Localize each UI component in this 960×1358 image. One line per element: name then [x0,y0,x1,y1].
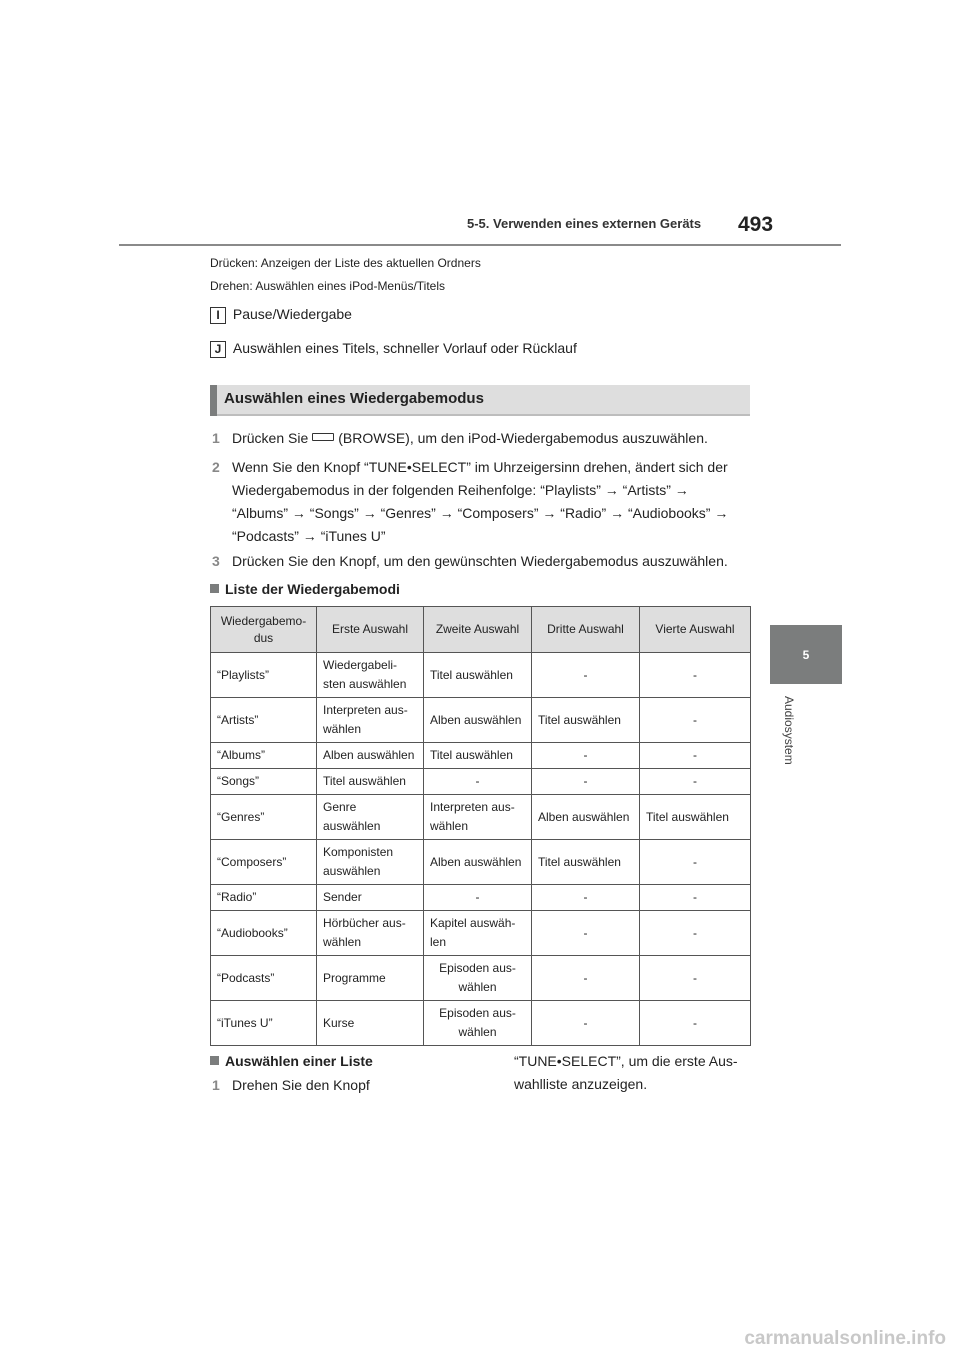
table-cell: “Podcasts” [211,956,317,1001]
table-cell: Kurse [317,1001,424,1046]
step-3-text: Drücken Sie den Knopf, um den gewünschten Wiedergabemodus auszuwählen. [232,553,728,569]
table-cell: Kapitel auswäh- len [424,911,532,956]
select-list-heading-text: Auswählen einer Liste [225,1053,373,1069]
table-cell: Alben auswählen [424,698,532,743]
section-heading: Auswählen eines Wiedergabemodus [224,390,484,407]
table-body [211,653,751,1046]
section-title-header: 5-5. Verwenden eines externen Geräts [467,216,702,231]
select-step-right-line1: “TUNE•SELECT”, um die erste Aus- [514,1053,738,1069]
table-cell: Alben auswählen [424,840,532,885]
step-1-post: (BROWSE), um den iPod-Wiedergabemodus auszuwählen. [338,430,708,446]
table-cell: Programme [317,956,424,1001]
step-2-line2: Wiedergabemodus in der folgenden Reihenfolge: “Playlists” → “Artists” → [232,482,689,498]
select-step-right-line2: wahlliste anzuzeigen. [514,1076,648,1092]
table-cell: Titel auswählen [532,840,640,885]
table-header-cell: Dritte Auswahl [532,607,640,653]
select-step-left-text: Drehen Sie den Knopf [232,1077,370,1093]
table-cell: - [424,769,532,795]
table-cell: “iTunes U” [211,1001,317,1046]
table-cell: “Songs” [211,769,317,795]
table-cell: “Genres” [211,795,317,840]
select-list-step-1 [212,1074,370,1097]
section-accent [210,385,217,416]
table-cell: “Composers” [211,840,317,885]
table-header-cell: Zweite Auswahl [424,607,532,653]
table-cell: - [640,840,751,885]
step-3-number: 3 [212,553,220,569]
table-row [211,769,751,795]
table-cell: “Radio” [211,885,317,911]
table-cell: - [532,911,640,956]
section-heading-bar [210,385,750,416]
table-cell: - [424,885,532,911]
select-list-continuation [514,1050,738,1096]
table-cell: - [532,1001,640,1046]
table-cell: Titel auswählen [532,698,640,743]
page-number: 493 [738,213,774,236]
square-bullet-icon [210,584,219,593]
table-cell: Titel auswählen [424,653,532,698]
step-2-number: 2 [212,459,220,475]
chapter-label-text: Audiosystem [782,696,796,765]
chapter-label [782,696,802,786]
table-cell: - [640,743,751,769]
table-header-cell: Wiedergabemo- dus [211,607,317,653]
step-2-line1: Wenn Sie den Knopf “TUNE•SELECT” im Uhrzeigersinn drehen, ändert sich der [232,459,728,475]
table-cell: Interpreten aus- wählen [317,698,424,743]
watermark: carmanualsonline.info [744,1328,946,1349]
list-heading [210,581,400,597]
table-header-row [211,607,751,653]
chapter-tab: 5 [770,625,842,684]
table-cell: Wiedergabeli- sten auswählen [317,653,424,698]
key-item-j [210,340,577,358]
table-row [211,911,751,956]
step-2-line4: “Podcasts” → “iTunes U” [232,528,386,544]
table-cell: - [532,885,640,911]
table-cell: “Artists” [211,698,317,743]
step-1-number: 1 [212,430,220,446]
table-cell: “Albums” [211,743,317,769]
table-row [211,698,751,743]
select-step-number: 1 [212,1077,220,1093]
table-cell: - [532,769,640,795]
table-cell: - [640,653,751,698]
table-cell: Genre auswählen [317,795,424,840]
table-cell: - [640,698,751,743]
table-cell: - [640,911,751,956]
table-cell: Alben auswählen [317,743,424,769]
step-1-pre: Drücken Sie [232,430,309,446]
table-row [211,795,751,840]
step-2-line3: “Albums” → “Songs” → “Genres” → “Composers” → “Radio” → “Audiobooks” → [232,505,729,521]
table-cell: Hörbücher aus- wählen [317,911,424,956]
step-1 [212,427,708,450]
step-3 [212,550,728,573]
table-cell: Alben auswählen [532,795,640,840]
table-cell: - [532,956,640,1001]
table-row [211,840,751,885]
table-cell: Komponisten auswählen [317,840,424,885]
key-item-i [210,306,352,324]
table-cell: Sender [317,885,424,911]
table-row [211,956,751,1001]
table-row [211,653,751,698]
list-heading-text: Liste der Wiedergabemodi [225,581,400,597]
table-cell: Episoden aus- wählen [424,956,532,1001]
table-cell: - [640,956,751,1001]
table-cell: - [640,885,751,911]
square-bullet-icon [210,1056,219,1065]
key-i-icon: I [210,307,226,324]
table-cell: - [532,743,640,769]
key-j-text: Auswählen eines Titels, schneller Vorlauf oder Rücklauf [232,340,577,356]
table-header-cell: Vierte Auswahl [640,607,751,653]
table-cell: - [640,1001,751,1046]
header-divider [119,244,841,246]
intro-line-press: Drücken: Anzeigen der Liste des aktuellen Ordners [210,256,481,270]
table-cell: “Playlists” [211,653,317,698]
browse-button-icon [312,433,334,441]
table-cell: Titel auswählen [424,743,532,769]
table-cell: - [640,769,751,795]
table-row [211,885,751,911]
table-cell: Interpreten aus- wählen [424,795,532,840]
table-cell: “Audiobooks” [211,911,317,956]
table-cell: Titel auswählen [640,795,751,840]
step-2 [212,456,728,548]
key-i-text: Pause/Wiedergabe [232,306,352,322]
table-row [211,1001,751,1046]
modes-table [210,606,751,1046]
table-cell: - [532,653,640,698]
table-row [211,743,751,769]
key-j-icon: J [210,341,226,358]
table-cell: Titel auswählen [317,769,424,795]
table-cell: Episoden aus- wählen [424,1001,532,1046]
intro-line-turn: Drehen: Auswählen eines iPod-Menüs/Titels [210,279,446,293]
table-header-cell: Erste Auswahl [317,607,424,653]
select-list-heading [210,1053,373,1069]
